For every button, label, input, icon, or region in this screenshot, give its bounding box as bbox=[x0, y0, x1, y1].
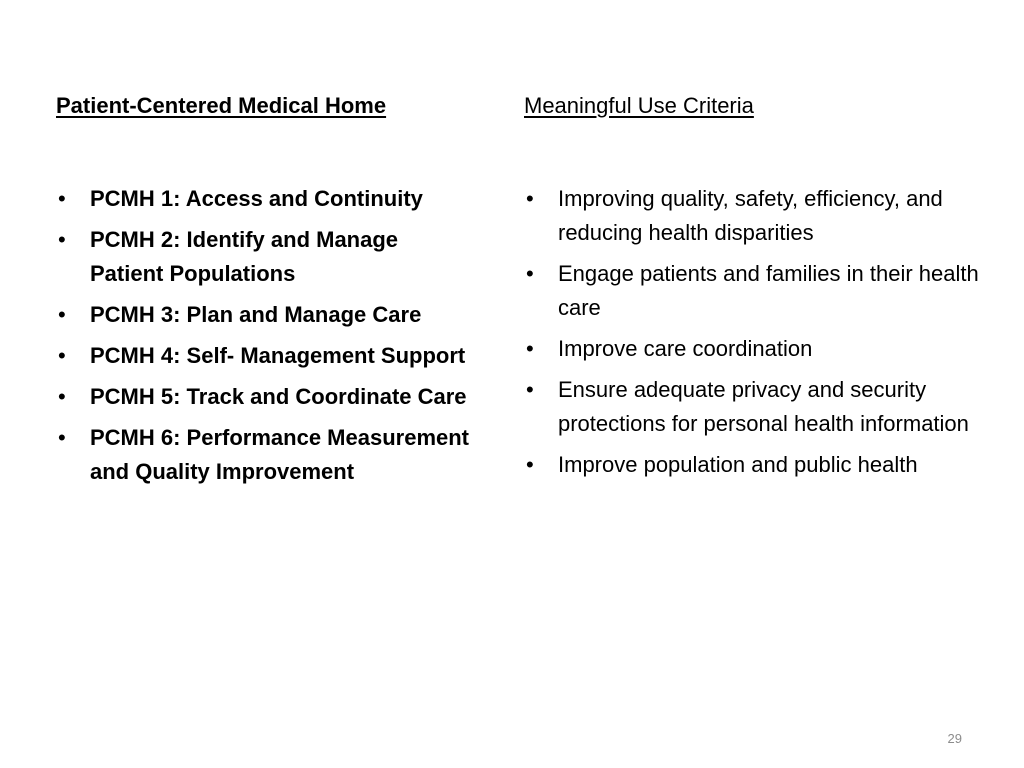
pcmh-item-text: PCMH 6: Performance Measurement and Quality Improvement bbox=[90, 425, 470, 484]
bullet-icon: • bbox=[58, 302, 66, 327]
meaningful-use-list-item bbox=[524, 182, 1000, 250]
meaningful-use-list bbox=[524, 182, 1000, 482]
bullet-icon: • bbox=[58, 343, 66, 368]
bullet-icon: • bbox=[526, 452, 534, 477]
meaningful-use-item-text: Improve care coordination bbox=[558, 336, 813, 361]
pcmh-list-item bbox=[56, 380, 476, 414]
meaningful-use-item-text: Improve population and public health bbox=[558, 452, 918, 477]
pcmh-column bbox=[56, 92, 476, 496]
bullet-icon: • bbox=[58, 227, 66, 252]
meaningful-use-column bbox=[524, 92, 1000, 489]
pcmh-heading: Patient-Centered Medical Home bbox=[56, 93, 387, 118]
meaningful-use-list-item bbox=[524, 448, 1000, 482]
pcmh-list-item bbox=[56, 182, 476, 216]
pcmh-list-item bbox=[56, 421, 476, 489]
pcmh-list-item bbox=[56, 339, 476, 373]
bullet-icon: • bbox=[526, 377, 534, 402]
pcmh-list-item bbox=[56, 298, 476, 332]
meaningful-use-item-text: Ensure adequate privacy and security protections for personal health information bbox=[558, 377, 969, 436]
pcmh-item-text: PCMH 4: Self- Management Support bbox=[90, 343, 466, 368]
pcmh-item-text: PCMH 2: Identify and Manage Patient Populations bbox=[90, 227, 399, 286]
meaningful-use-item-text: Improving quality, safety, efficiency, and reducing health disparities bbox=[558, 186, 943, 245]
page-number: 29 bbox=[947, 731, 962, 746]
bullet-icon: • bbox=[58, 186, 66, 211]
pcmh-item-text: PCMH 1: Access and Continuity bbox=[90, 186, 423, 211]
bullet-icon: • bbox=[526, 336, 534, 361]
meaningful-use-list-item bbox=[524, 373, 1000, 441]
pcmh-item-text: PCMH 3: Plan and Manage Care bbox=[90, 302, 422, 327]
bullet-icon: • bbox=[58, 384, 66, 409]
meaningful-use-list-item bbox=[524, 332, 1000, 366]
pcmh-list-item bbox=[56, 223, 476, 291]
pcmh-item-text: PCMH 5: Track and Coordinate Care bbox=[90, 384, 467, 409]
bullet-icon: • bbox=[58, 425, 66, 450]
bullet-icon: • bbox=[526, 186, 534, 211]
bullet-icon: • bbox=[526, 261, 534, 286]
meaningful-use-list-item bbox=[524, 257, 1000, 325]
meaningful-use-item-text: Engage patients and families in their health care bbox=[558, 261, 979, 320]
meaningful-use-heading: Meaningful Use Criteria bbox=[524, 93, 754, 118]
pcmh-list bbox=[56, 182, 476, 489]
